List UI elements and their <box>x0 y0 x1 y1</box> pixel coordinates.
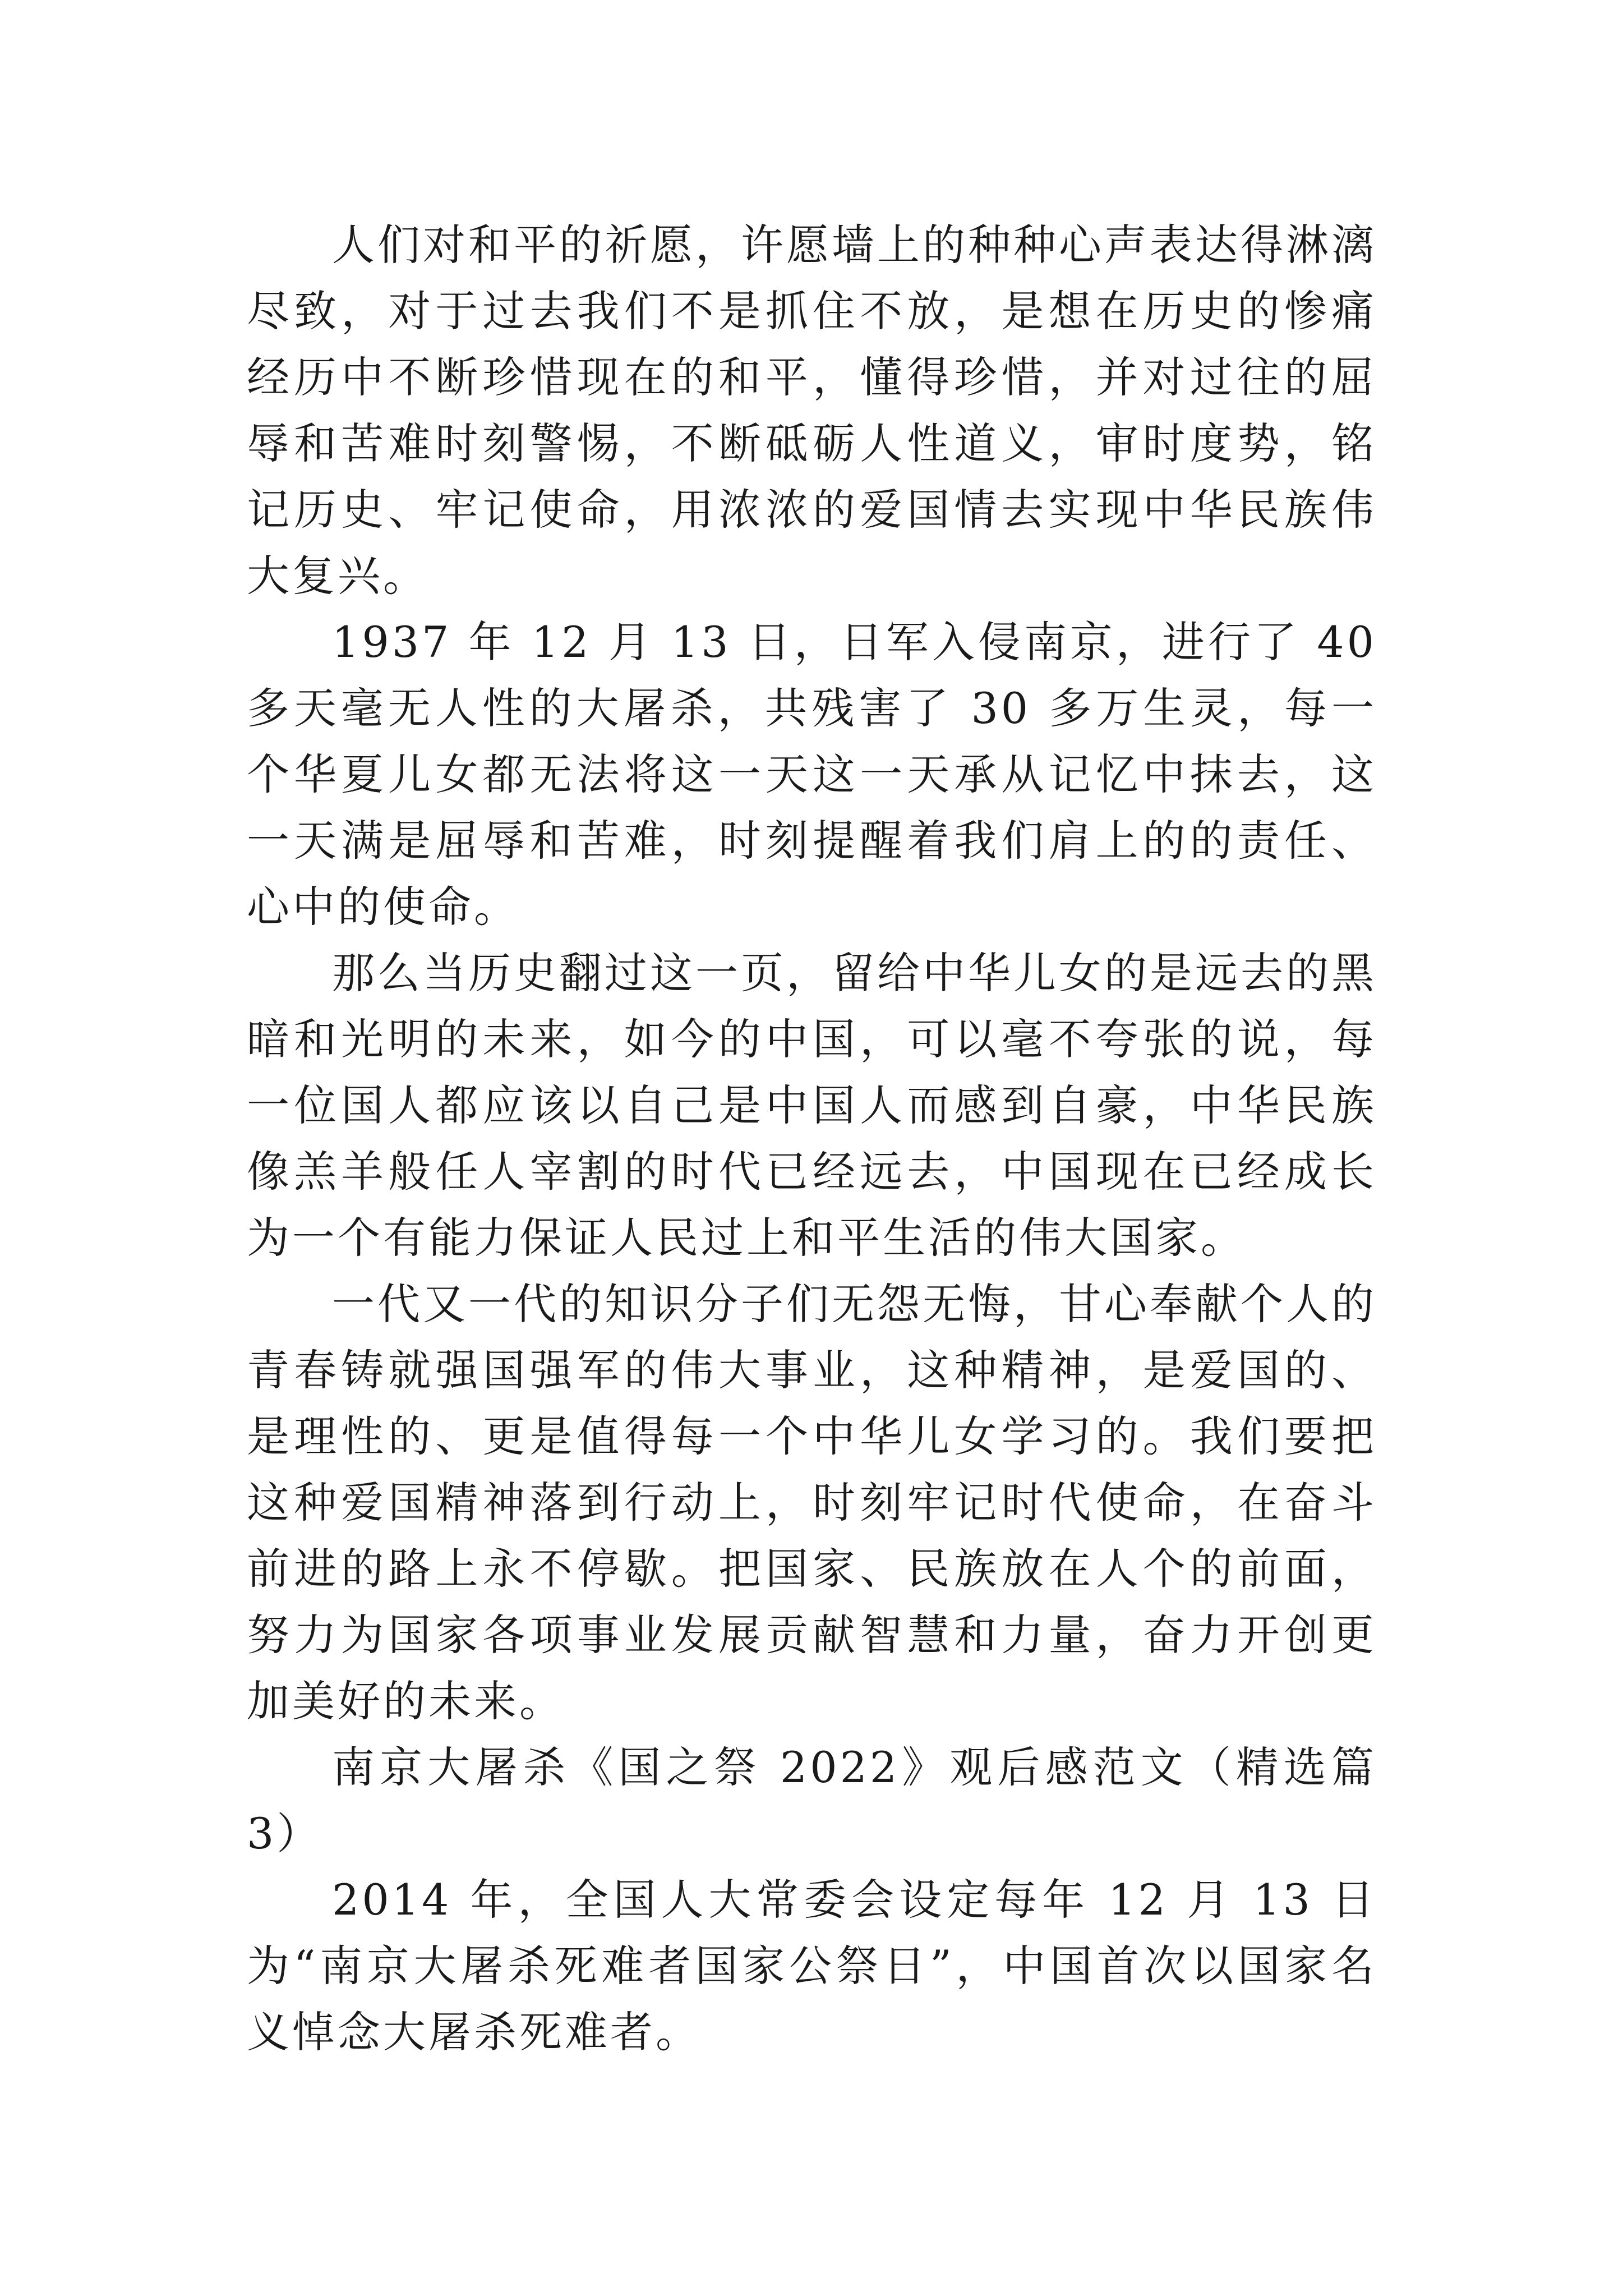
paragraph: 2014 年，全国人大常委会设定每年 12 月 13 日为“南京大屠杀死难者国家公祭日”，中国首次以国家名义悼念大屠杀死难者。 <box>247 1875 1377 2057</box>
paragraph: 一代又一代的知识分子们无怨无悔，甘心奉献个人的青春铸就强国强军的伟大事业，这种精神，是爱国的、是理性的、更是值得每一个中华儿女学习的。我们要把这种爱国精神落到行动上，时刻牢记时代使命，在奋斗前进的路上永不停歇。把国家、民族放在人个的前面，努力为国家各项事业发展贡献智慧和力量，奋力开创更加美好的未来。 <box>247 1279 1377 1726</box>
paragraph: 那么当历史翻过这一页，留给中华儿女的是远去的黑暗和光明的未来，如今的中国，可以毫不夸张的说，每一位国人都应该以自己是中国人而感到自豪，中华民族像羔羊般任人宰割的时代已经远去，中国现在已经成长为一个有能力保证人民过上和平生活的伟大国家。 <box>247 948 1377 1263</box>
paragraph: 1937 年 12 月 13 日，日军入侵南京，进行了 40 多天毫无人性的大屠杀，共残害了 30 多万生灵，每一个华夏儿女都无法将这一天这一天承从记忆中抹去，这一天满是屈辱和苦难，时刻提醒着我们肩上的的责任、心中的使命。 <box>247 617 1377 932</box>
paragraph: 人们对和平的祈愿，许愿墙上的种种心声表达得淋漓尽致，对于过去我们不是抓住不放，是想在历史的惨痛经历中不断珍惜现在的和平，懂得珍惜，并对过往的屈辱和苦难时刻警惕，不断砥砺人性道义，审时度势，铭记历史、牢记使命，用浓浓的爱国情去实现中华民族伟大复兴。 <box>247 220 1377 601</box>
section-heading: 南京大屠杀《国之祭 2022》观后感范文（精选篇 3） <box>247 1742 1377 1858</box>
document-body <box>247 212 1377 2065</box>
